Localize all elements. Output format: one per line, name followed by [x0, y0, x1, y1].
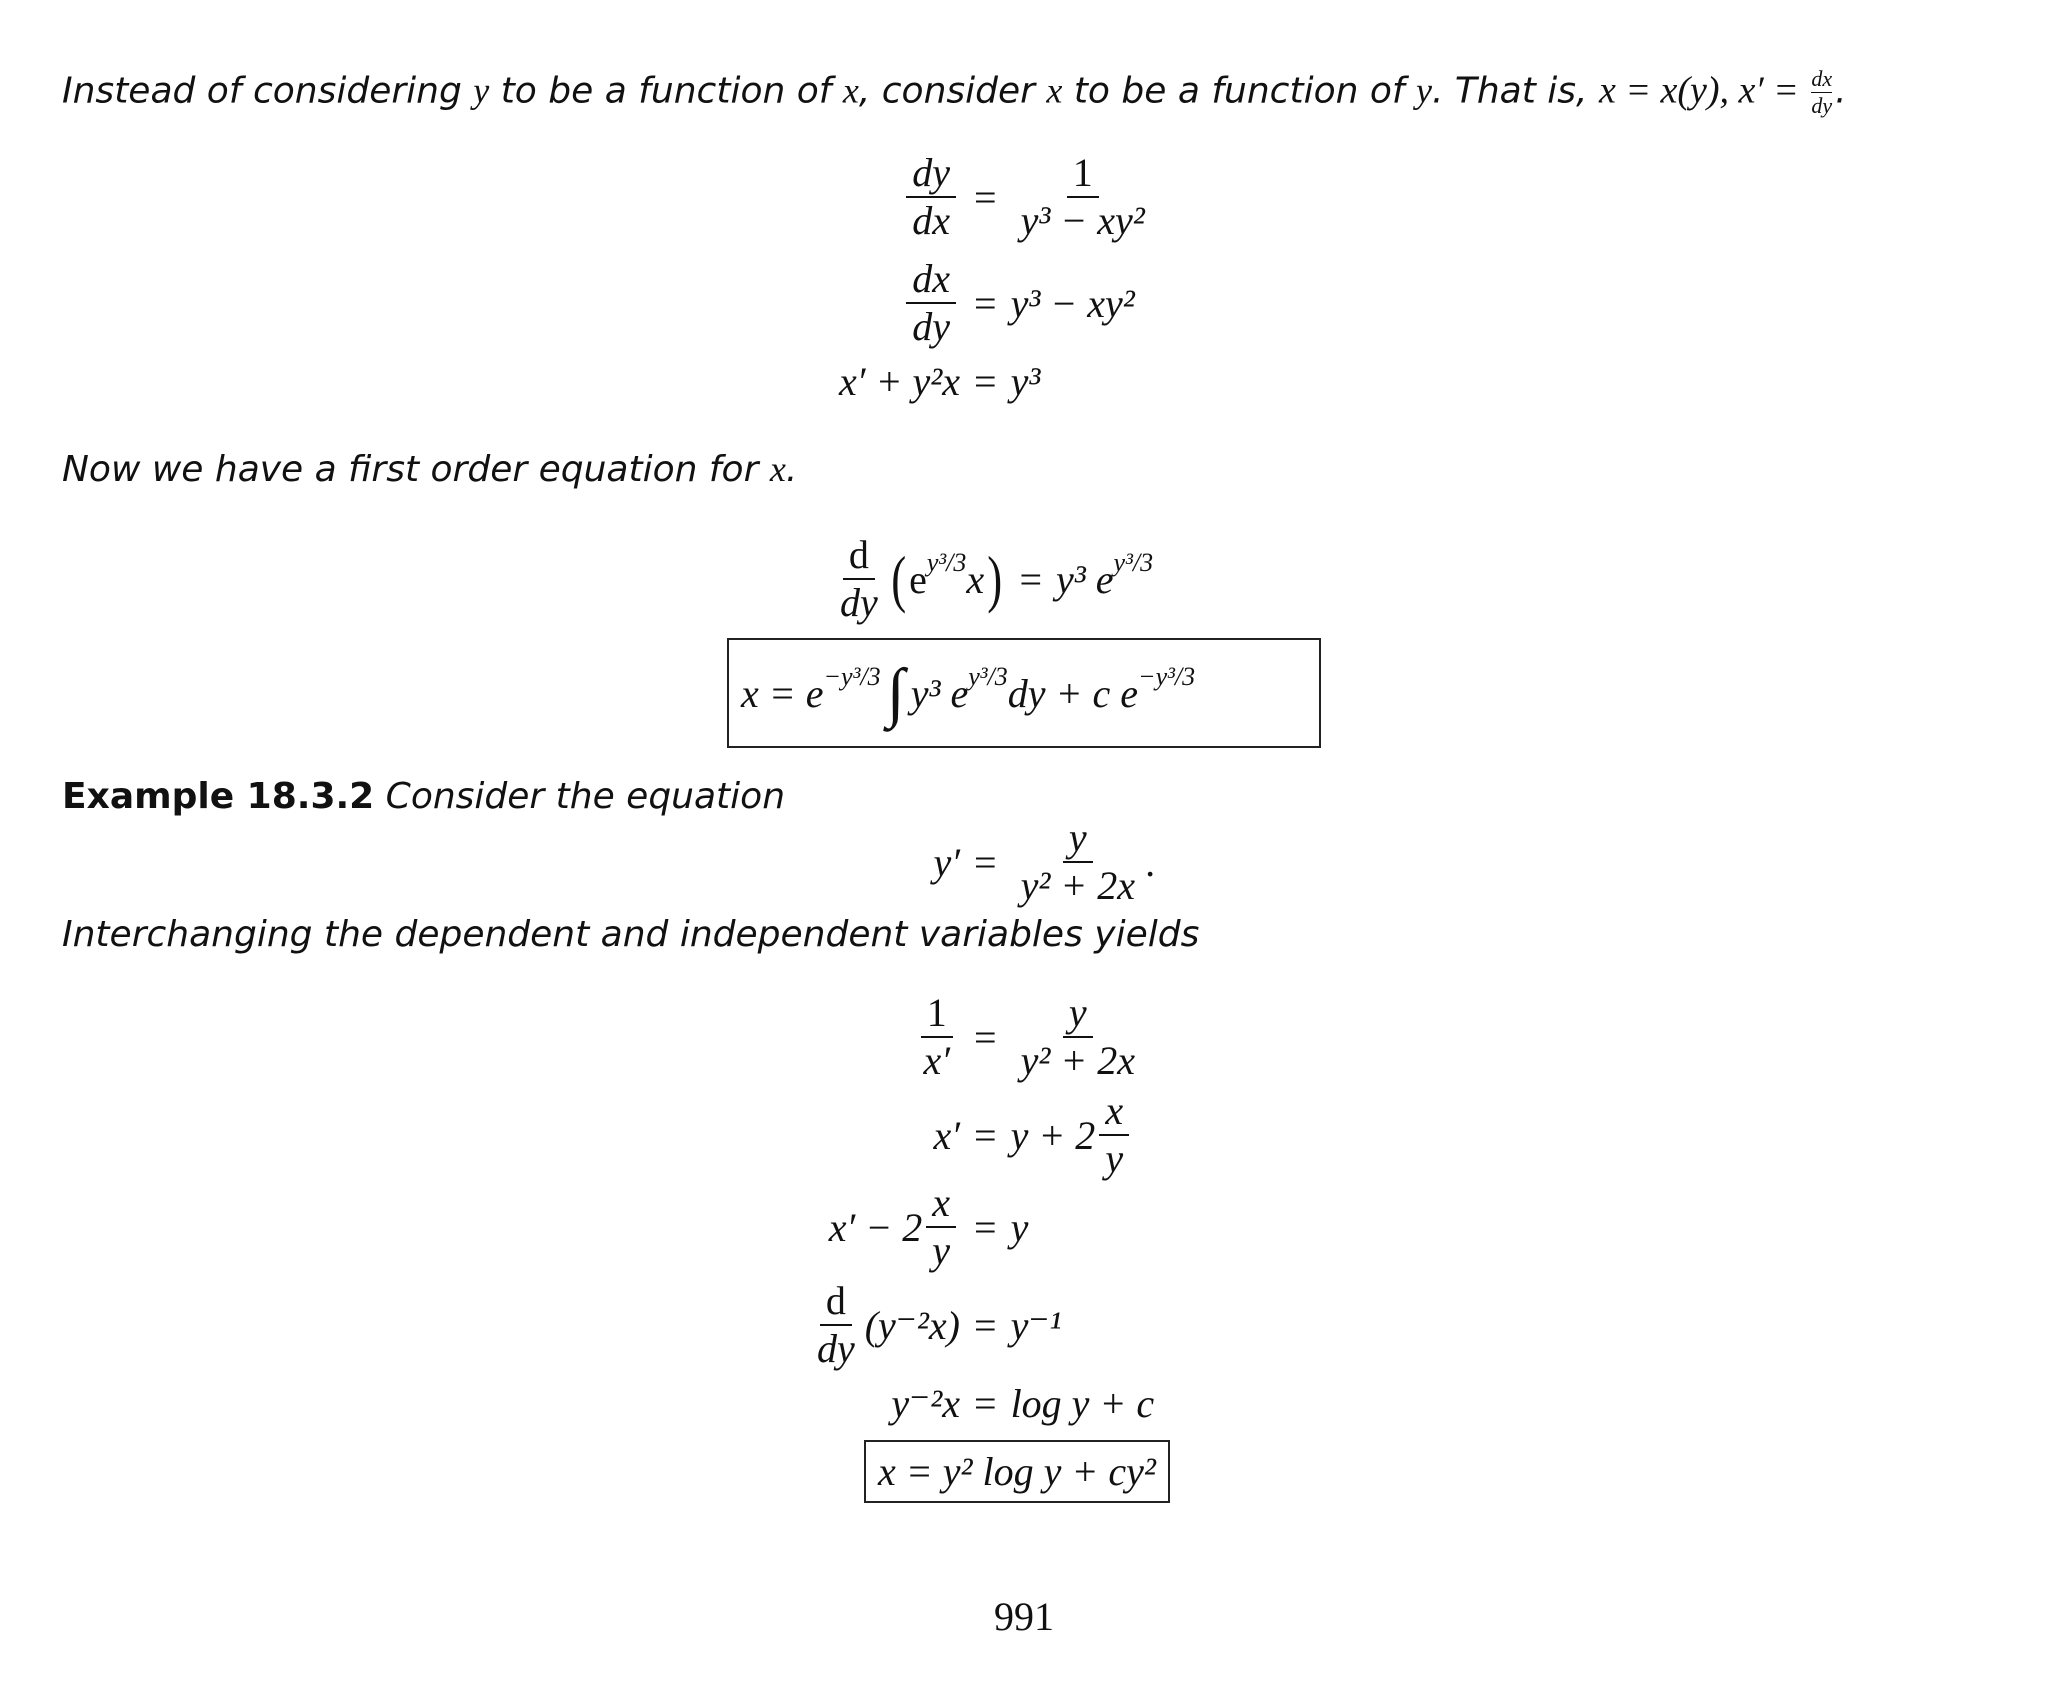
rhs: y: [1010, 1204, 1029, 1250]
numerator: 1: [921, 990, 953, 1038]
lhs: x = e: [741, 670, 824, 716]
equation-1: [400, 150, 1155, 244]
equals: =: [974, 1014, 997, 1060]
boxed-solution-2: x = y² log y + cy²: [864, 1440, 1170, 1503]
exponent: y³/3: [926, 548, 967, 577]
denominator: dy: [1811, 93, 1833, 118]
equals: =: [974, 1204, 997, 1250]
equation-5: [400, 1088, 1133, 1182]
text: to be a function of: [1062, 70, 1416, 112]
denominator: dy: [816, 1326, 855, 1371]
numerator: dx: [1811, 66, 1833, 91]
text: Consider the equation: [374, 776, 786, 817]
numerator: x: [926, 1180, 956, 1228]
rhs: y + 2: [1010, 1112, 1096, 1158]
denominator: dy: [840, 580, 878, 625]
text: , consider: [858, 70, 1047, 112]
equals: =: [974, 1381, 997, 1426]
lhs: y′: [933, 839, 960, 885]
integrand: y³ e: [910, 670, 969, 716]
inline-fraction: [1811, 66, 1832, 119]
equation-derivative: $\frac{d}{dy}$ ( e $^{y^3/3}$ x ) = y³ e $^{y^3/3}$: [830, 532, 1153, 626]
denominator: y: [1105, 1136, 1124, 1181]
exp-e: e: [909, 556, 927, 602]
lhs: x′ − 2: [828, 1204, 923, 1250]
equals: =: [974, 1112, 997, 1158]
equation-3: [400, 358, 1040, 405]
denominator: y² + 2x: [1020, 1038, 1136, 1083]
equals: =: [974, 359, 997, 404]
equals: =: [974, 174, 997, 220]
equals: =: [974, 839, 997, 885]
text: Instead of considering: [62, 70, 474, 112]
numerator: dy: [906, 150, 956, 198]
math-var: x: [1046, 70, 1063, 111]
denominator: dy: [912, 304, 950, 349]
numerator: d: [820, 1278, 852, 1326]
rhs: log y + c: [1010, 1381, 1155, 1426]
numerator: d: [843, 532, 875, 580]
math-var: x: [842, 70, 859, 111]
lhs: x′ + y²x: [839, 359, 960, 404]
denominator: dx: [912, 198, 950, 243]
lhs: (y⁻²x): [864, 1302, 960, 1348]
lhs: y⁻²x: [891, 1381, 960, 1426]
exponent: −y³/3: [1138, 662, 1196, 691]
rhs: y⁻¹: [1010, 1302, 1062, 1348]
equals: =: [974, 1302, 997, 1348]
var: x: [966, 556, 985, 602]
period: .: [1145, 839, 1156, 885]
denominator: y: [932, 1228, 950, 1273]
intro-paragraph: [62, 66, 1847, 119]
math-var: x: [769, 449, 786, 489]
text: Now we have a first order equation for: [62, 449, 770, 490]
boxed-solution-1: [727, 638, 1321, 748]
denominator: y³ − xy²: [1020, 198, 1145, 243]
exponent: y³/3: [968, 662, 1008, 691]
equation-7: [400, 1278, 1061, 1372]
equation-4: [400, 990, 1145, 1084]
tail: dy + c e: [1007, 670, 1139, 716]
text: .: [785, 449, 798, 490]
now-paragraph: [62, 448, 797, 490]
exponent: y³/3: [1113, 548, 1154, 577]
example-equation: [400, 815, 1155, 909]
text: . That is,: [1431, 70, 1599, 112]
interchange-paragraph: Interchanging the dependent and independent variables yields: [62, 914, 1200, 955]
denominator: y² + 2x: [1020, 863, 1136, 908]
rhs: y³ − xy²: [1010, 280, 1135, 326]
math-var: y: [473, 70, 490, 111]
equals: =: [974, 280, 997, 326]
math-var: y: [1416, 70, 1432, 111]
numerator: y: [1063, 990, 1093, 1038]
numerator: dx: [906, 256, 956, 304]
exponent: −y³/3: [823, 662, 881, 691]
example-heading: [62, 776, 785, 817]
equation-2: [400, 256, 1135, 350]
numerator: x: [1099, 1088, 1129, 1136]
page-number: 991: [994, 1594, 1054, 1639]
lhs: x′: [933, 1112, 960, 1158]
text: to be a function of: [489, 70, 843, 112]
equation-6: [400, 1180, 1028, 1274]
rhs: y³: [1010, 359, 1041, 404]
numerator: 1: [1067, 150, 1099, 198]
rhs: y³ e: [1056, 556, 1114, 602]
integral-sign: ∫: [886, 656, 905, 729]
text: .: [1835, 70, 1847, 112]
inline-math: x = x(y), x′ =: [1598, 69, 1809, 112]
equation-8: [400, 1380, 1154, 1427]
numerator: y: [1063, 815, 1093, 863]
example-label: Example 18.3.2: [62, 776, 375, 817]
denominator: x′: [923, 1038, 950, 1083]
equals: =: [1019, 556, 1043, 602]
